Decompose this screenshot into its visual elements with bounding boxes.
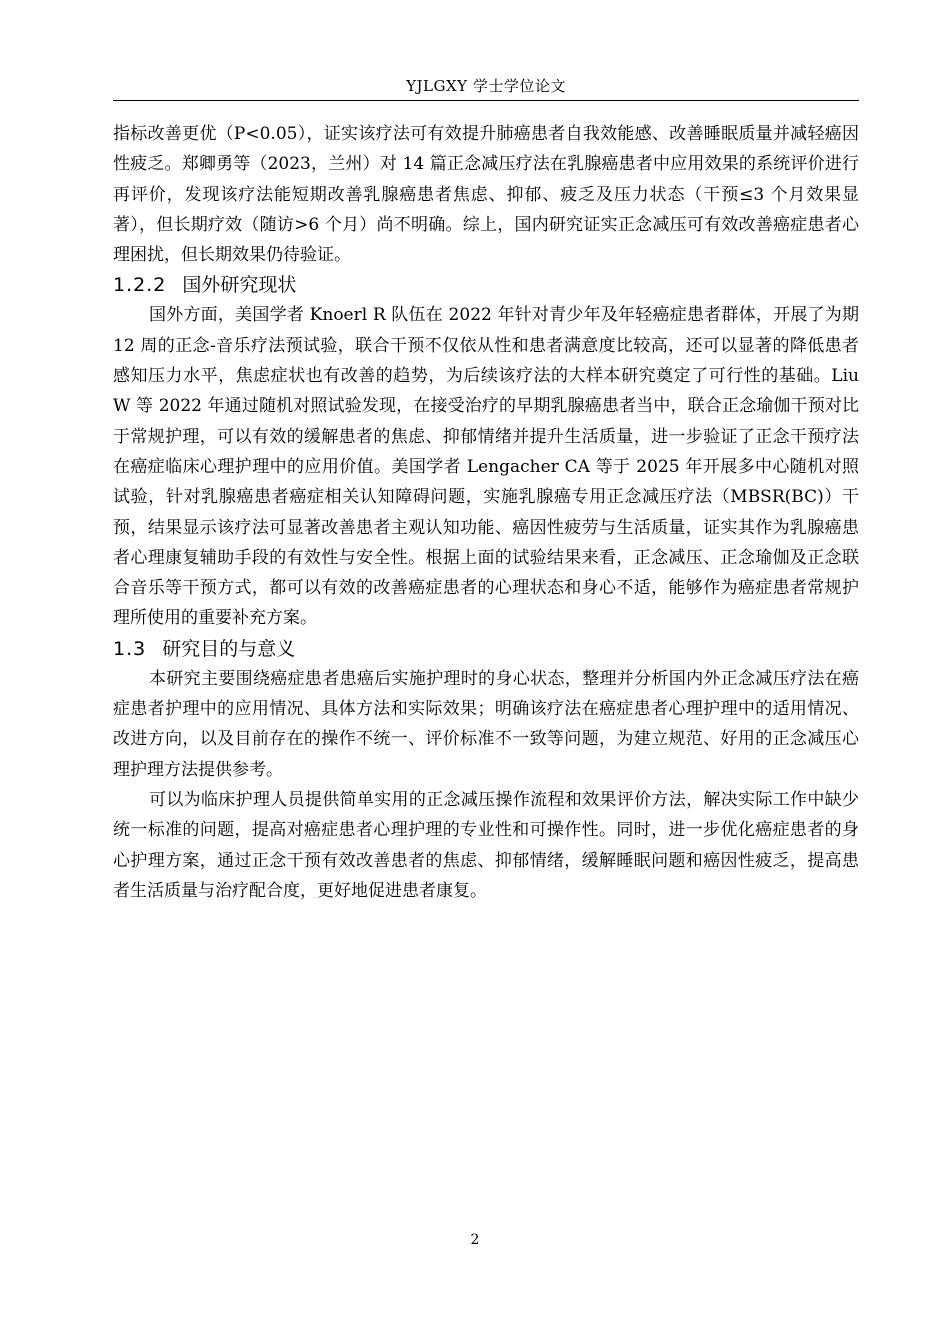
paragraph-research-significance: 可以为临床护理人员提供简单实用的正念减压操作流程和效果评价方法，解决实际工作中缺少统一标准的问题，提高对癌症患者心理护理的专业性和可操作性。同时，进一步优化癌症患者的身心护理方案，通过正念干预有效改善患者的焦虑、抑郁情绪，缓解睡眠问题和癌因性疲乏，提高患者生活质量与治疗配合度，更好地促进患者康复。 — [113, 789, 859, 901]
section-heading-1-3 — [113, 634, 859, 664]
header-rule — [113, 100, 859, 101]
section-number: 1.2.2 — [113, 274, 167, 297]
section-title: 研究目的与意义 — [162, 637, 296, 660]
body-text — [113, 119, 859, 906]
paragraph-foreign-research: 国外方面，美国学者 Knoerl R 队伍在 2022 年针对青少年及年轻癌症患者群体，开展了为期 12 周的正念-音乐疗法预试验，联合干预不仅依从性和患者满意度比较高，还可以显著的降低患者感知压力水平，焦虑症状也有改善的趋势，为后续该疗法的大样本研究奠定了可行性的基础。Liu W 等 2022 年通过随机对照试验发现，在接受治疗的早期乳腺癌患者当中，联合正念瑜伽干预对比于常规护理，可以有效的缓解患者的焦虑、抑郁情绪并提升生活质量，进一步验证了正念干预疗法在癌症临床心理护理中的应用价值。美国学者 Lengacher CA 等于 2025 年开展多中心随机对照试验，针对乳腺癌患者癌症相关认知障碍问题，实施乳腺癌专用正念减压疗法（MBSR(BC)）干预，结果显示该疗法可显著改善患者主观认知功能、癌因性疲劳与生活质量，证实其作为乳腺癌患者心理康复辅助手段的有效性与安全性。根据上面的试验结果来看，正念减压、正念瑜伽及正念联合音乐等干预方式，都可以有效的改善癌症患者的心理状态和身心不适，能够作为癌症患者常规护理所使用的重要补充方案。 — [113, 305, 859, 629]
section-number: 1.3 — [113, 637, 147, 660]
section-title: 国外研究现状 — [182, 274, 297, 297]
running-header: YJLGXY 学士学位论文 — [406, 77, 566, 95]
paragraph-domestic-summary: 指标改善更优（P<0.05），证实该疗法可有效提升肺癌患者自我效能感、改善睡眠质量并减轻癌因性疲乏。郑卿勇等（2023，兰州）对 14 篇正念减压疗法在乳腺癌患者中应用效果的系统评价进行再评价，发现该疗法能短期改善乳腺癌患者焦虑、抑郁、疲乏及压力状态（干预≤3 个月效果显著），但长期疗效（随访>6 个月）尚不明确。综上，国内研究证实正念减压可有效改善癌症患者心理困扰，但长期效果仍待验证。 — [113, 124, 859, 266]
section-heading-1-2-2 — [113, 270, 859, 300]
paragraph-research-purpose: 本研究主要围绕癌症患者患癌后实施护理时的身心状态，整理并分析国内外正念减压疗法在癌症患者护理中的应用情况、具体方法和实际效果；明确该疗法在癌症患者心理护理中的适用情况、改进方向，以及目前存在的操作不统一、评价标准不一致等问题，为建立规范、好用的正念减压心理护理方法提供参考。 — [113, 668, 859, 780]
page-number: 2 — [470, 1232, 480, 1248]
